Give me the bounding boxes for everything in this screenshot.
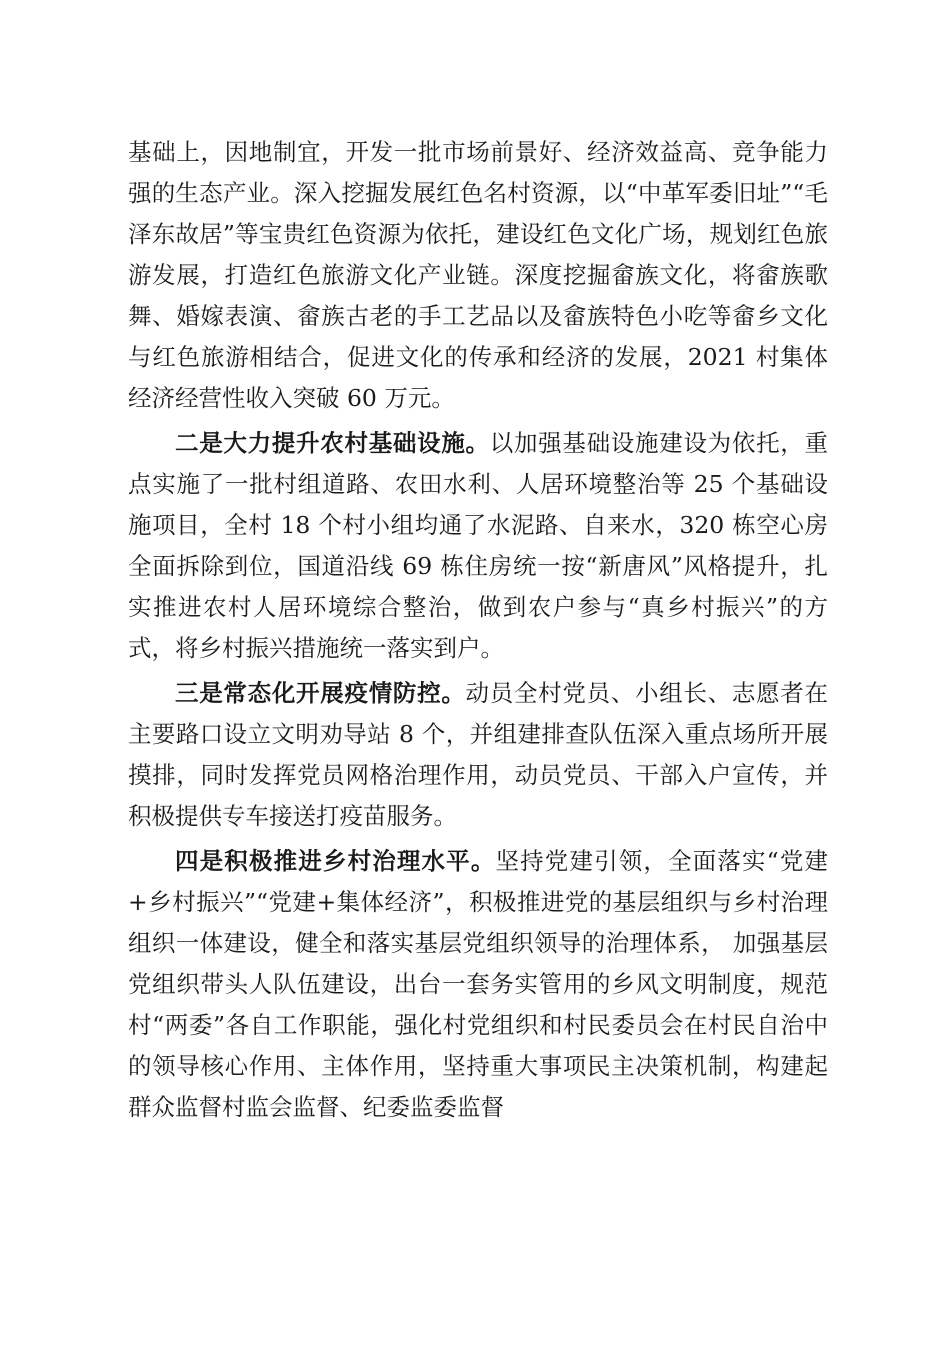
paragraph-heading: 四是积极推进乡村治理水平。 xyxy=(175,847,496,875)
paragraph-text: 基础上，因地制宜，开发一批市场前景好、经济效益高、竞争能力强的生态产业。深入挖掘发展红色名村资源，以“中革军委旧址”“毛泽东故居”等宝贵红色资源为依托，建设红色文化广场，规划红色旅游发展，打造红色旅游文化产业链。深度挖掘畲族文化，将畲族歌舞、婚嫁表演、畲族古老的手工艺品以及畲族特色小吃等畲乡文化与红色旅游相结合，促进文化的传承和经济的发展，2021 村集体经济经营性收入突破 60 万元。 xyxy=(128,138,828,412)
paragraph-epidemic-control xyxy=(128,673,828,837)
paragraph-heading: 二是大力提升农村基础设施。 xyxy=(175,429,490,457)
paragraph-text: 动员全村党员、小组长、志愿者在主要路口设立文明劝导站 8 个，并组建排查队伍深入重点场所开展摸排，同时发挥党员网格治理作用，动员党员、干部入户宣传，并积极提供专车接送打疫苗服务。 xyxy=(128,679,829,830)
paragraph-continuation xyxy=(128,132,828,419)
document-body xyxy=(128,132,828,1128)
paragraph-governance xyxy=(128,841,828,1128)
paragraph-text: 坚持党建引领，全面落实“党建+乡村振兴”“党建+集体经济”，积极推进党的基层组织与乡村治理组织一体建设，健全和落实基层党组织领导的治理体系， 加强基层党组织带头人队伍建设，出台一套务实管用的乡风文明制度，规范村“两委”各自工作职能，强化村党组织和村民委员会在村民自治中的领导核心作用、主体作用，坚持重大事项民主决策机制，构建起群众监督村监会监督、纪委监委监督 xyxy=(128,847,829,1121)
paragraph-text: 以加强基础设施建设为依托，重点实施了一批村组道路、农田水利、人居环境整治等 25 个基础设施项目，全村 18 个村小组均通了水泥路、自来水，320 栋空心房全面拆除到位，国道沿线 69 栋住房统一按“新唐风”风格提升，扎实推进农村人居环境综合整治，做到农户参与“真乡村振兴”的方式，将乡村振兴措施统一落实到户。 xyxy=(128,429,828,662)
paragraph-heading: 三是常态化开展疫情防控。 xyxy=(175,679,466,707)
paragraph-infrastructure xyxy=(128,423,828,669)
